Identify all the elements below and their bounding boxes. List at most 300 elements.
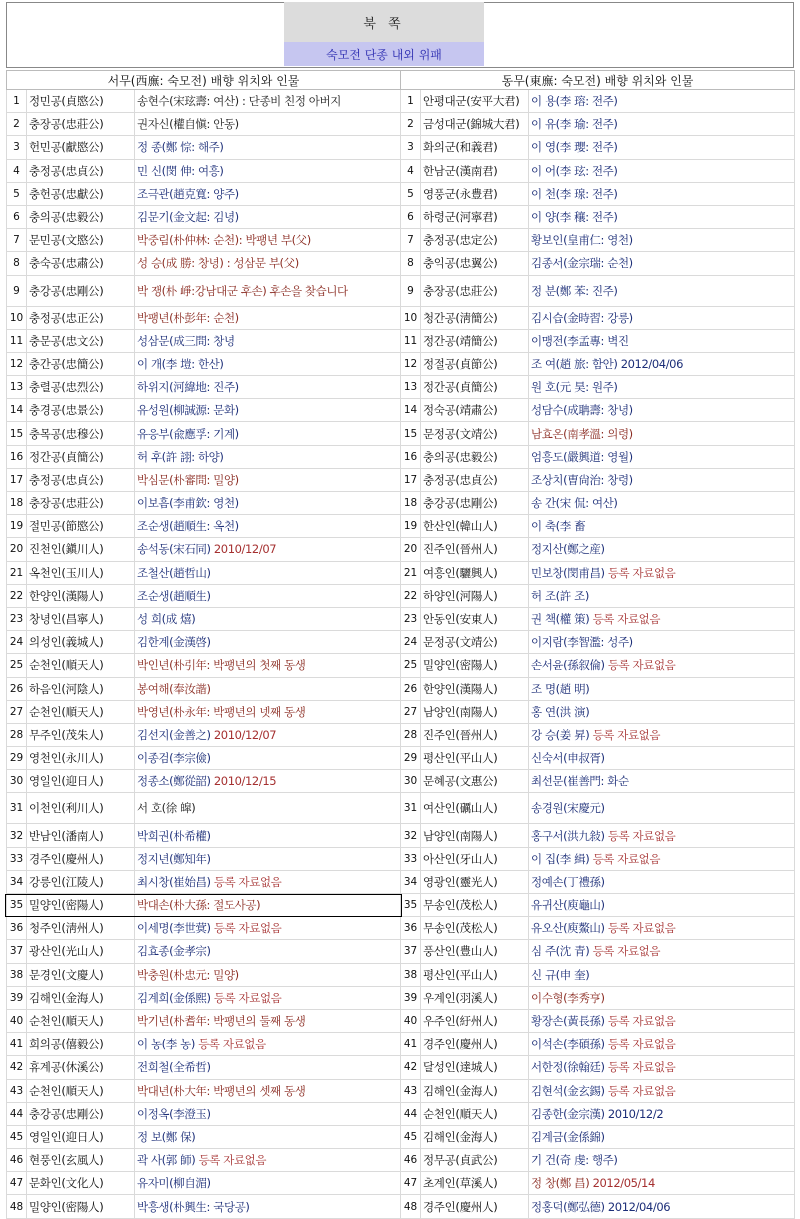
- east-clan: 충장공(忠莊公): [421, 275, 529, 306]
- table-row: [7, 422, 795, 445]
- table-row: [7, 894, 795, 917]
- table-row: [7, 747, 795, 770]
- west-person: 조철산(趙哲山): [137, 565, 211, 580]
- west-clan: 무주인(茂朱人): [27, 723, 135, 746]
- west-note: 등록 자료없음: [198, 1037, 266, 1052]
- west-person: 박흥생(朴興生: 국당공): [137, 1199, 250, 1214]
- west-clan: 충의공(忠毅公): [27, 205, 135, 228]
- east-clan: 여산인(礪山人): [421, 793, 529, 824]
- west-clan: 충헌공(忠獻公): [27, 182, 135, 205]
- west-person: 성 승(成 勝: 창녕) : 성삼문 부(父): [137, 256, 299, 271]
- row-number: 48: [401, 1195, 421, 1218]
- west-clan: 절민공(節愍公): [27, 515, 135, 538]
- east-person-cell: [529, 747, 795, 770]
- east-note: 등록 자료없음: [607, 1014, 676, 1029]
- west-clan: 김해인(金海人): [27, 986, 135, 1009]
- west-person-cell: [135, 584, 401, 607]
- row-number: 33: [401, 847, 421, 870]
- west-person: 김효종(金孝宗): [137, 944, 211, 959]
- east-note: 등록 자료없음: [607, 565, 676, 580]
- row-number: 47: [401, 1172, 421, 1195]
- west-person-cell: [135, 1102, 401, 1125]
- east-note: 등록 자료없음: [607, 1083, 676, 1098]
- table-row: [7, 1195, 795, 1218]
- east-person: 김종한(金宗漢): [531, 1106, 605, 1121]
- east-clan: 아산인(牙山人): [421, 847, 529, 870]
- west-person-cell: [135, 1149, 401, 1172]
- table-row: [7, 584, 795, 607]
- east-note: 등록 자료없음: [607, 828, 676, 843]
- east-clan: 무송인(茂松人): [421, 917, 529, 940]
- row-number: 36: [401, 917, 421, 940]
- east-person: 이 영(李 瓔: 전주): [531, 140, 618, 155]
- west-person-cell: [135, 631, 401, 654]
- east-person-cell: [529, 136, 795, 159]
- east-person-cell: [529, 275, 795, 306]
- east-person: 신숙서(申叔胥): [531, 751, 605, 766]
- east-person-cell: [529, 1172, 795, 1195]
- table-row: [7, 793, 795, 824]
- east-person-cell: [529, 352, 795, 375]
- row-number: 30: [7, 770, 27, 793]
- west-person-cell: [135, 136, 401, 159]
- west-person-cell: [135, 607, 401, 630]
- row-number: 23: [401, 607, 421, 630]
- row-number: 21: [7, 561, 27, 584]
- west-person: 박충원(朴忠元: 밀양): [137, 967, 239, 982]
- west-person: 성삼문(成三問: 창녕: [137, 333, 235, 348]
- west-clan: 충정공(忠貞公): [27, 159, 135, 182]
- east-clan: 우계인(羽溪人): [421, 986, 529, 1009]
- west-person-cell: [135, 677, 401, 700]
- east-clan: 무송인(茂松人): [421, 894, 529, 917]
- east-person: 김종서(金宗瑞: 순천): [531, 256, 633, 271]
- east-person: 이 용(李 瑢: 전주): [531, 94, 618, 109]
- east-clan: 충강공(忠剛公): [421, 492, 529, 515]
- west-person: 유자미(柳自湄): [137, 1176, 211, 1191]
- row-number: 6: [7, 205, 27, 228]
- east-person: 기 건(奇 虔: 행주): [531, 1153, 618, 1168]
- header-title: 북 쪽: [284, 2, 484, 42]
- west-clan: 반남인(潘南人): [27, 824, 135, 847]
- east-person: 강 승(姜 昇): [531, 727, 590, 742]
- east-person-cell: [529, 182, 795, 205]
- row-number: 44: [401, 1102, 421, 1125]
- east-note: 등록 자료없음: [592, 944, 661, 959]
- east-person: 김현석(金玄錫): [531, 1083, 605, 1098]
- west-person-cell: [135, 113, 401, 136]
- row-number: 32: [401, 824, 421, 847]
- east-clan: 순천인(順天人): [421, 1102, 529, 1125]
- west-person: 곽 사(郭 師): [137, 1153, 196, 1168]
- row-number: 11: [401, 329, 421, 352]
- row-number: 34: [7, 870, 27, 893]
- east-person-cell: [529, 1056, 795, 1079]
- row-number: 45: [7, 1125, 27, 1148]
- table-row: [7, 700, 795, 723]
- east-person-cell: [529, 492, 795, 515]
- table-row: [7, 136, 795, 159]
- east-person-cell: [529, 205, 795, 228]
- east-person-cell: [529, 329, 795, 352]
- east-note: 등록 자료없음: [592, 612, 661, 627]
- east-person: 이석손(李碩孫): [531, 1037, 605, 1052]
- east-note: 2010/12/2: [607, 1106, 664, 1121]
- west-clan: 영천인(永川人): [27, 747, 135, 770]
- west-person-cell: [135, 229, 401, 252]
- row-number: 39: [7, 986, 27, 1009]
- row-number: 40: [401, 1009, 421, 1032]
- east-person: 유오산(庾鰲山): [531, 921, 605, 936]
- west-clan: 충장공(忠莊公): [27, 492, 135, 515]
- west-person: 성 희(成 熺): [137, 612, 196, 627]
- east-person-cell: [529, 445, 795, 468]
- west-person: 박기년(朴耆年: 박팽년의 둘째 동생: [137, 1014, 306, 1029]
- east-person-cell: [529, 584, 795, 607]
- west-clan: 희의공(僖毅公): [27, 1033, 135, 1056]
- west-person: 서 호(徐 皡): [137, 801, 196, 816]
- row-number: 43: [7, 1079, 27, 1102]
- east-clan: 한남군(漢南君): [421, 159, 529, 182]
- row-number: 25: [7, 654, 27, 677]
- east-person-cell: [529, 376, 795, 399]
- row-number: 31: [401, 793, 421, 824]
- east-person-cell: [529, 723, 795, 746]
- west-person-cell: [135, 329, 401, 352]
- row-number: 25: [401, 654, 421, 677]
- west-clan: 충정공(忠貞公): [27, 468, 135, 491]
- east-person: 이 천(李 瑔: 전주): [531, 186, 618, 201]
- east-note: 2012/05/14: [592, 1176, 655, 1191]
- west-person: 김한계(金漢啓): [137, 635, 211, 650]
- west-clan: 문경인(文慶人): [27, 963, 135, 986]
- east-clan: 진주인(晉州人): [421, 723, 529, 746]
- row-number: 26: [7, 677, 27, 700]
- table-row: [7, 1172, 795, 1195]
- row-number: 38: [401, 963, 421, 986]
- table-row: [7, 492, 795, 515]
- east-clan: 풍산인(豊山人): [421, 940, 529, 963]
- west-person: 조순생(趙順生): [137, 588, 211, 603]
- east-person-cell: [529, 1079, 795, 1102]
- west-person: 봉여해(奉汝諧): [137, 681, 211, 696]
- row-number: 5: [401, 182, 421, 205]
- row-number: 10: [401, 306, 421, 329]
- west-person: 박대손(朴大孫: 절도사공): [137, 898, 261, 913]
- east-clan: 경주인(慶州人): [421, 1195, 529, 1218]
- row-number: 7: [7, 229, 27, 252]
- row-number: 17: [401, 468, 421, 491]
- east-person: 정예손(丁禮孫): [531, 874, 605, 889]
- east-person: 정홍덕(鄭弘德): [531, 1199, 605, 1214]
- row-number: 24: [401, 631, 421, 654]
- west-clan: 한양인(漢陽人): [27, 584, 135, 607]
- west-person: 정 종(鄭 悰: 해주): [137, 140, 224, 155]
- east-clan: 문혜공(文惠公): [421, 770, 529, 793]
- east-column-header: 동무(東廡: 숙모전) 배향 위치와 인물: [401, 71, 795, 90]
- west-person-cell: [135, 894, 401, 917]
- east-clan: 청간공(淸簡公): [421, 306, 529, 329]
- east-person: 조 여(趙 旅: 함안): [531, 356, 618, 371]
- west-clan: 의성인(義城人): [27, 631, 135, 654]
- west-person: 정 보(鄭 保): [137, 1129, 196, 1144]
- east-clan: 평산인(平山人): [421, 963, 529, 986]
- west-person: 이 개(李 塏: 한산): [137, 356, 224, 371]
- east-person: 서한정(徐翰廷): [531, 1060, 605, 1075]
- west-note: 등록 자료없음: [198, 1153, 267, 1168]
- west-clan: 옥천인(玉川人): [27, 561, 135, 584]
- west-note: 2010/12/07: [213, 727, 277, 742]
- west-column-header: 서무(西廡: 숙모전) 배향 위치와 인물: [7, 71, 401, 90]
- table-row: [7, 870, 795, 893]
- table-row: [7, 824, 795, 847]
- east-person: 조 명(趙 明): [531, 681, 590, 696]
- table-row: [7, 963, 795, 986]
- row-number: 29: [7, 747, 27, 770]
- east-clan: 달성인(達城人): [421, 1056, 529, 1079]
- row-number: 19: [7, 515, 27, 538]
- row-number: 43: [401, 1079, 421, 1102]
- west-person-cell: [135, 700, 401, 723]
- row-number: 44: [7, 1102, 27, 1125]
- west-person-cell: [135, 376, 401, 399]
- east-person-cell: [529, 561, 795, 584]
- west-clan: 휴계공(休溪公): [27, 1056, 135, 1079]
- west-person: 정종소(鄭從韶): [137, 774, 211, 789]
- row-number: 10: [7, 306, 27, 329]
- row-number: 14: [401, 399, 421, 422]
- east-person: 신 규(申 奎): [531, 967, 590, 982]
- east-person-cell: [529, 515, 795, 538]
- row-number: 22: [401, 584, 421, 607]
- west-clan: 순천인(順天人): [27, 1009, 135, 1032]
- west-person-cell: [135, 723, 401, 746]
- east-person: 김계금(金係錦): [531, 1129, 605, 1144]
- row-number: 24: [7, 631, 27, 654]
- row-number: 1: [401, 90, 421, 113]
- west-person: 박인년(朴引年: 박팽년의 첫째 동생: [137, 658, 306, 673]
- east-note: 2012/04/06: [607, 1199, 671, 1214]
- east-person-cell: [529, 1033, 795, 1056]
- west-person-cell: [135, 205, 401, 228]
- east-note: 2012/04/06: [620, 356, 684, 371]
- west-person: 정지년(鄭知年): [137, 851, 211, 866]
- row-number: 9: [401, 275, 421, 306]
- row-number: 23: [7, 607, 27, 630]
- east-person: 홍 연(洪 演): [531, 704, 590, 719]
- west-clan: 충목공(忠穆公): [27, 422, 135, 445]
- west-person: 조순생(趙順生: 옥천): [137, 519, 239, 534]
- west-clan: 현풍인(玄風人): [27, 1149, 135, 1172]
- row-number: 46: [401, 1149, 421, 1172]
- west-note: 등록 자료없음: [213, 874, 282, 889]
- west-person: 이세명(李世蓂): [137, 921, 211, 936]
- table-row: [7, 631, 795, 654]
- row-number: 37: [7, 940, 27, 963]
- east-person-cell: [529, 700, 795, 723]
- row-number: 14: [7, 399, 27, 422]
- west-person-cell: [135, 917, 401, 940]
- west-note: 2010/12/15: [213, 774, 277, 789]
- table-row: [7, 677, 795, 700]
- west-person: 박희권(朴希權): [137, 828, 211, 843]
- west-clan: 진천인(鎭川人): [27, 538, 135, 561]
- east-person: 이 축(李 畜: [531, 519, 586, 534]
- east-clan: 남양인(南陽人): [421, 824, 529, 847]
- row-number: 3: [7, 136, 27, 159]
- west-person: 송석동(宋石同): [137, 542, 211, 557]
- row-number: 4: [401, 159, 421, 182]
- row-number: 13: [7, 376, 27, 399]
- row-number: 8: [401, 252, 421, 275]
- row-number: 12: [7, 352, 27, 375]
- table-row: [7, 1079, 795, 1102]
- west-person: 이종검(李宗儉): [137, 751, 211, 766]
- west-person: 이보흠(李甫欽: 영천): [137, 496, 239, 511]
- east-person: 남효온(南孝溫: 의령): [531, 426, 633, 441]
- west-person: 박영년(朴永年: 박팽년의 넷째 동생: [137, 704, 306, 719]
- table-row: [7, 917, 795, 940]
- table-row: [7, 159, 795, 182]
- east-person-cell: [529, 677, 795, 700]
- east-clan: 한양인(漢陽人): [421, 677, 529, 700]
- table-row: [7, 329, 795, 352]
- east-person-cell: [529, 824, 795, 847]
- east-person: 정지산(鄭之産): [531, 542, 605, 557]
- row-number: 18: [401, 492, 421, 515]
- row-number: 2: [7, 113, 27, 136]
- table-row: [7, 252, 795, 275]
- west-person-cell: [135, 793, 401, 824]
- west-clan: 정민공(貞愍公): [27, 90, 135, 113]
- east-person: 이 어(李 玹: 전주): [531, 163, 618, 178]
- east-person: 권 책(權 策): [531, 612, 590, 627]
- west-person: 허 후(許 詡: 하양): [137, 449, 224, 464]
- east-person: 송경원(宋慶元): [531, 801, 605, 816]
- west-person-cell: [135, 515, 401, 538]
- west-clan: 강릉인(江陵人): [27, 870, 135, 893]
- west-person: 최시창(崔始昌): [137, 874, 211, 889]
- row-number: 42: [7, 1056, 27, 1079]
- east-note: 등록 자료없음: [607, 658, 676, 673]
- east-person: 심 주(沈 青): [531, 944, 590, 959]
- row-number: 46: [7, 1149, 27, 1172]
- east-person-cell: [529, 870, 795, 893]
- row-number: 40: [7, 1009, 27, 1032]
- east-note: 등록 자료없음: [607, 1037, 676, 1052]
- east-person-cell: [529, 793, 795, 824]
- west-person-cell: [135, 1125, 401, 1148]
- row-number: 9: [7, 275, 27, 306]
- west-person-cell: [135, 747, 401, 770]
- west-clan: 창녕인(昌寧人): [27, 607, 135, 630]
- table-row: [7, 1033, 795, 1056]
- table-row: [7, 352, 795, 375]
- west-person-cell: [135, 352, 401, 375]
- row-number: 16: [401, 445, 421, 468]
- row-number: 41: [7, 1033, 27, 1056]
- row-number: 21: [401, 561, 421, 584]
- row-number: 27: [401, 700, 421, 723]
- east-person: 송 간(宋 侃: 여산): [531, 496, 618, 511]
- west-person-cell: [135, 654, 401, 677]
- east-person: 조상치(曺尙治: 창령): [531, 472, 633, 487]
- east-person-cell: [529, 399, 795, 422]
- table-row: [7, 113, 795, 136]
- west-person: 이정옥(李澄玉): [137, 1106, 211, 1121]
- east-clan: 영풍군(永豊君): [421, 182, 529, 205]
- east-person-cell: [529, 917, 795, 940]
- east-clan: 초계인(草溪人): [421, 1172, 529, 1195]
- west-clan: 하음인(河陰人): [27, 677, 135, 700]
- east-person-cell: [529, 770, 795, 793]
- table-row: [7, 399, 795, 422]
- row-number: 33: [7, 847, 27, 870]
- west-clan: 충경공(忠景公): [27, 399, 135, 422]
- east-person: 손서윤(孫叙倫): [531, 658, 605, 673]
- east-person-cell: [529, 252, 795, 275]
- table-row: [7, 376, 795, 399]
- east-clan: 평산인(平山人): [421, 747, 529, 770]
- east-clan: 충의공(忠毅公): [421, 445, 529, 468]
- west-person-cell: [135, 159, 401, 182]
- row-number: 5: [7, 182, 27, 205]
- west-clan: 충장공(忠莊公): [27, 113, 135, 136]
- row-number: 30: [401, 770, 421, 793]
- west-clan: 밀양인(密陽人): [27, 894, 135, 917]
- shrine-table: [6, 70, 795, 1219]
- east-person-cell: [529, 607, 795, 630]
- east-person-cell: [529, 1102, 795, 1125]
- east-note: 등록 자료없음: [607, 921, 676, 936]
- row-number: 4: [7, 159, 27, 182]
- east-person-cell: [529, 113, 795, 136]
- west-clan: 영일인(迎日人): [27, 1125, 135, 1148]
- west-person-cell: [135, 1172, 401, 1195]
- west-clan: 문민공(文愍公): [27, 229, 135, 252]
- table-row: [7, 538, 795, 561]
- east-clan: 하령군(河寧君): [421, 205, 529, 228]
- west-person-cell: [135, 824, 401, 847]
- west-clan: 충숙공(忠肅公): [27, 252, 135, 275]
- east-person-cell: [529, 1009, 795, 1032]
- west-clan: 충강공(忠剛公): [27, 275, 135, 306]
- row-number: 6: [401, 205, 421, 228]
- row-number: 47: [7, 1172, 27, 1195]
- west-person-cell: [135, 1033, 401, 1056]
- west-note: 2010/12/07: [213, 542, 277, 557]
- west-person-cell: [135, 275, 401, 306]
- west-clan: 경주인(慶州人): [27, 847, 135, 870]
- west-clan: 충간공(忠簡公): [27, 352, 135, 375]
- west-clan: 광산인(光山人): [27, 940, 135, 963]
- row-number: 34: [401, 870, 421, 893]
- west-person-cell: [135, 1009, 401, 1032]
- east-clan: 정간공(靖簡公): [421, 329, 529, 352]
- table-row: [7, 1009, 795, 1032]
- east-person: 최선문(崔善門: 화순: [531, 774, 629, 789]
- west-clan: 순천인(順天人): [27, 654, 135, 677]
- west-person: 송현수(宋玹壽: 여산) : 단종비 친정 아버지: [137, 94, 341, 109]
- east-person-cell: [529, 468, 795, 491]
- west-person: 민 신(閔 伸: 여흥): [137, 163, 224, 178]
- table-row: [7, 654, 795, 677]
- east-person: 이지람(李智濫: 성주): [531, 635, 633, 650]
- east-person: 김시습(金時習: 강릉): [531, 310, 633, 325]
- row-number: 3: [401, 136, 421, 159]
- row-number: 35: [401, 894, 421, 917]
- row-number: 20: [7, 538, 27, 561]
